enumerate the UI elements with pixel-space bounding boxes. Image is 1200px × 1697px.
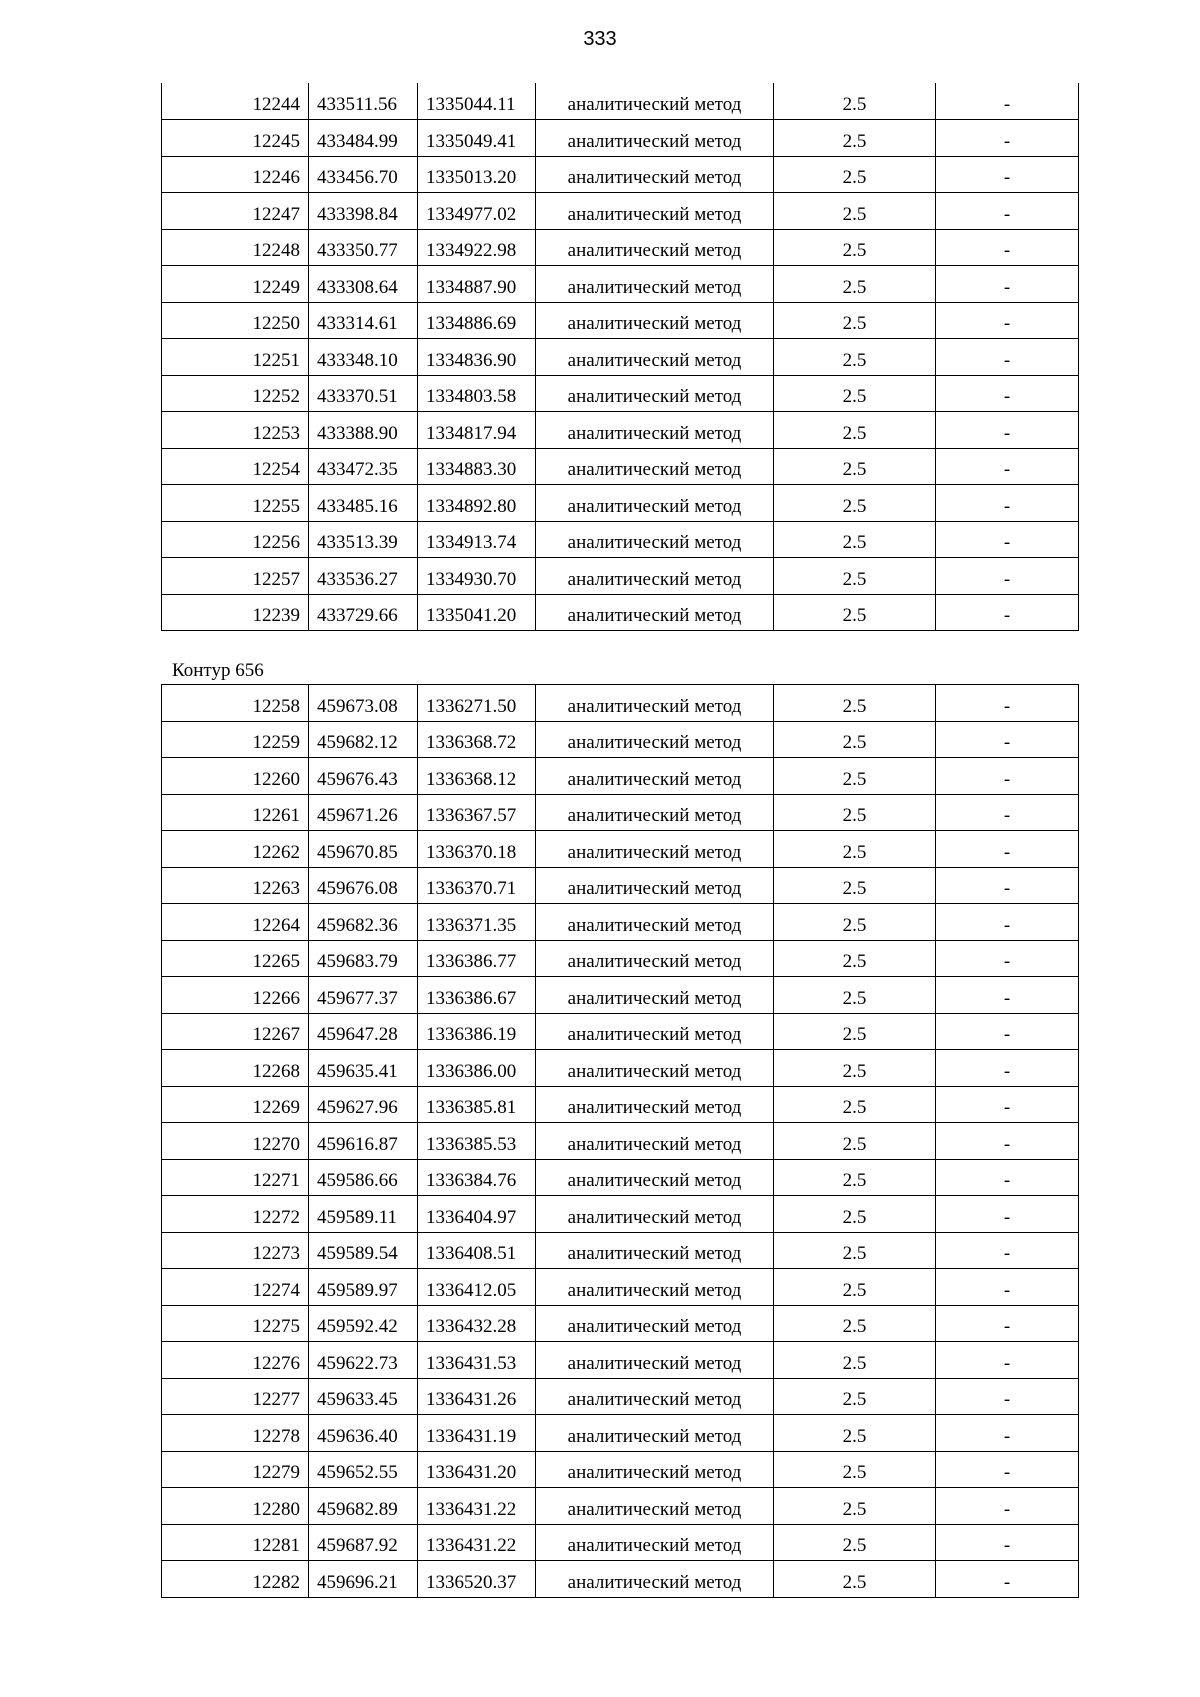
method-cell: аналитический метод bbox=[536, 867, 774, 904]
dash-cell: - bbox=[936, 1196, 1079, 1233]
method-cell: аналитический метод bbox=[536, 594, 774, 631]
y-coordinate-cell: 1336271.50 bbox=[418, 685, 536, 722]
x-coordinate-cell: 459586.66 bbox=[309, 1159, 418, 1196]
point-number-cell: 12254 bbox=[162, 448, 309, 485]
x-coordinate-cell: 459636.40 bbox=[309, 1415, 418, 1452]
point-number-cell: 12281 bbox=[162, 1524, 309, 1561]
coordinates-table-body bbox=[162, 83, 1079, 631]
table-row bbox=[162, 1232, 1079, 1269]
point-number-cell: 12258 bbox=[162, 685, 309, 722]
x-coordinate-cell: 459627.96 bbox=[309, 1086, 418, 1123]
method-cell: аналитический метод bbox=[536, 1451, 774, 1488]
x-coordinate-cell: 459589.54 bbox=[309, 1232, 418, 1269]
y-coordinate-cell: 1336386.77 bbox=[418, 940, 536, 977]
method-cell: аналитический метод bbox=[536, 558, 774, 595]
table-row bbox=[162, 1305, 1079, 1342]
table-row bbox=[162, 1561, 1079, 1598]
y-coordinate-cell: 1336385.53 bbox=[418, 1123, 536, 1160]
method-cell: аналитический метод bbox=[536, 193, 774, 230]
y-coordinate-cell: 1336384.76 bbox=[418, 1159, 536, 1196]
point-number-cell: 12271 bbox=[162, 1159, 309, 1196]
y-coordinate-cell: 1334887.90 bbox=[418, 266, 536, 303]
y-coordinate-cell: 1334886.69 bbox=[418, 302, 536, 339]
y-coordinate-cell: 1336386.67 bbox=[418, 977, 536, 1014]
table-row bbox=[162, 229, 1079, 266]
coordinates-table-body bbox=[162, 685, 1079, 1598]
table-row bbox=[162, 83, 1079, 120]
precision-cell: 2.5 bbox=[774, 266, 936, 303]
dash-cell: - bbox=[936, 721, 1079, 758]
precision-cell: 2.5 bbox=[774, 977, 936, 1014]
x-coordinate-cell: 459676.43 bbox=[309, 758, 418, 795]
dash-cell: - bbox=[936, 794, 1079, 831]
point-number-cell: 12270 bbox=[162, 1123, 309, 1160]
x-coordinate-cell: 433308.64 bbox=[309, 266, 418, 303]
table-row bbox=[162, 375, 1079, 412]
y-coordinate-cell: 1336404.97 bbox=[418, 1196, 536, 1233]
point-number-cell: 12244 bbox=[162, 83, 309, 120]
precision-cell: 2.5 bbox=[774, 758, 936, 795]
table-row bbox=[162, 266, 1079, 303]
precision-cell: 2.5 bbox=[774, 1196, 936, 1233]
method-cell: аналитический метод bbox=[536, 758, 774, 795]
dash-cell: - bbox=[936, 229, 1079, 266]
method-cell: аналитический метод bbox=[536, 83, 774, 120]
x-coordinate-cell: 459683.79 bbox=[309, 940, 418, 977]
method-cell: аналитический метод bbox=[536, 412, 774, 449]
method-cell: аналитический метод bbox=[536, 721, 774, 758]
precision-cell: 2.5 bbox=[774, 1232, 936, 1269]
precision-cell: 2.5 bbox=[774, 1415, 936, 1452]
x-coordinate-cell: 433729.66 bbox=[309, 594, 418, 631]
method-cell: аналитический метод bbox=[536, 1196, 774, 1233]
method-cell: аналитический метод bbox=[536, 831, 774, 868]
precision-cell: 2.5 bbox=[774, 1269, 936, 1306]
dash-cell: - bbox=[936, 867, 1079, 904]
x-coordinate-cell: 433536.27 bbox=[309, 558, 418, 595]
precision-cell: 2.5 bbox=[774, 193, 936, 230]
dash-cell: - bbox=[936, 1050, 1079, 1087]
method-cell: аналитический метод bbox=[536, 1123, 774, 1160]
y-coordinate-cell: 1336431.26 bbox=[418, 1378, 536, 1415]
method-cell: аналитический метод bbox=[536, 1086, 774, 1123]
dash-cell: - bbox=[936, 412, 1079, 449]
y-coordinate-cell: 1336386.00 bbox=[418, 1050, 536, 1087]
x-coordinate-cell: 459696.21 bbox=[309, 1561, 418, 1598]
method-cell: аналитический метод bbox=[536, 521, 774, 558]
x-coordinate-cell: 459676.08 bbox=[309, 867, 418, 904]
point-number-cell: 12239 bbox=[162, 594, 309, 631]
method-cell: аналитический метод bbox=[536, 120, 774, 157]
method-cell: аналитический метод bbox=[536, 302, 774, 339]
y-coordinate-cell: 1334930.70 bbox=[418, 558, 536, 595]
dash-cell: - bbox=[936, 1232, 1079, 1269]
table-row bbox=[162, 412, 1079, 449]
x-coordinate-cell: 459687.92 bbox=[309, 1524, 418, 1561]
precision-cell: 2.5 bbox=[774, 1524, 936, 1561]
point-number-cell: 12280 bbox=[162, 1488, 309, 1525]
table-row bbox=[162, 977, 1079, 1014]
point-number-cell: 12248 bbox=[162, 229, 309, 266]
dash-cell: - bbox=[936, 1488, 1079, 1525]
coordinates-table-continued bbox=[161, 83, 1079, 631]
x-coordinate-cell: 433388.90 bbox=[309, 412, 418, 449]
method-cell: аналитический метод bbox=[536, 1415, 774, 1452]
y-coordinate-cell: 1336368.12 bbox=[418, 758, 536, 795]
x-coordinate-cell: 433456.70 bbox=[309, 156, 418, 193]
method-cell: аналитический метод bbox=[536, 1378, 774, 1415]
table-row bbox=[162, 1524, 1079, 1561]
dash-cell: - bbox=[936, 1123, 1079, 1160]
y-coordinate-cell: 1336367.57 bbox=[418, 794, 536, 831]
table-row bbox=[162, 1086, 1079, 1123]
precision-cell: 2.5 bbox=[774, 485, 936, 522]
point-number-cell: 12249 bbox=[162, 266, 309, 303]
precision-cell: 2.5 bbox=[774, 867, 936, 904]
x-coordinate-cell: 459647.28 bbox=[309, 1013, 418, 1050]
x-coordinate-cell: 459635.41 bbox=[309, 1050, 418, 1087]
y-coordinate-cell: 1336431.53 bbox=[418, 1342, 536, 1379]
method-cell: аналитический метод bbox=[536, 940, 774, 977]
y-coordinate-cell: 1336385.81 bbox=[418, 1086, 536, 1123]
x-coordinate-cell: 433511.56 bbox=[309, 83, 418, 120]
method-cell: аналитический метод bbox=[536, 156, 774, 193]
y-coordinate-cell: 1336368.72 bbox=[418, 721, 536, 758]
table-row bbox=[162, 1013, 1079, 1050]
precision-cell: 2.5 bbox=[774, 558, 936, 595]
x-coordinate-cell: 459652.55 bbox=[309, 1451, 418, 1488]
table-row bbox=[162, 1415, 1079, 1452]
y-coordinate-cell: 1336520.37 bbox=[418, 1561, 536, 1598]
point-number-cell: 12274 bbox=[162, 1269, 309, 1306]
dash-cell: - bbox=[936, 1415, 1079, 1452]
x-coordinate-cell: 459682.12 bbox=[309, 721, 418, 758]
point-number-cell: 12256 bbox=[162, 521, 309, 558]
method-cell: аналитический метод bbox=[536, 448, 774, 485]
dash-cell: - bbox=[936, 594, 1079, 631]
precision-cell: 2.5 bbox=[774, 1305, 936, 1342]
point-number-cell: 12276 bbox=[162, 1342, 309, 1379]
point-number-cell: 12266 bbox=[162, 977, 309, 1014]
table-row bbox=[162, 831, 1079, 868]
point-number-cell: 12273 bbox=[162, 1232, 309, 1269]
table-row bbox=[162, 448, 1079, 485]
method-cell: аналитический метод bbox=[536, 229, 774, 266]
method-cell: аналитический метод bbox=[536, 1524, 774, 1561]
table-row bbox=[162, 1342, 1079, 1379]
y-coordinate-cell: 1334817.94 bbox=[418, 412, 536, 449]
dash-cell: - bbox=[936, 193, 1079, 230]
point-number-cell: 12263 bbox=[162, 867, 309, 904]
point-number-cell: 12255 bbox=[162, 485, 309, 522]
method-cell: аналитический метод bbox=[536, 977, 774, 1014]
table-row bbox=[162, 1050, 1079, 1087]
point-number-cell: 12250 bbox=[162, 302, 309, 339]
table-row bbox=[162, 120, 1079, 157]
dash-cell: - bbox=[936, 339, 1079, 376]
x-coordinate-cell: 459682.36 bbox=[309, 904, 418, 941]
point-number-cell: 12269 bbox=[162, 1086, 309, 1123]
table-row bbox=[162, 594, 1079, 631]
y-coordinate-cell: 1334922.98 bbox=[418, 229, 536, 266]
method-cell: аналитический метод bbox=[536, 904, 774, 941]
precision-cell: 2.5 bbox=[774, 339, 936, 376]
y-coordinate-cell: 1335041.20 bbox=[418, 594, 536, 631]
y-coordinate-cell: 1336370.18 bbox=[418, 831, 536, 868]
y-coordinate-cell: 1334836.90 bbox=[418, 339, 536, 376]
dash-cell: - bbox=[936, 1451, 1079, 1488]
table-row bbox=[162, 867, 1079, 904]
x-coordinate-cell: 459673.08 bbox=[309, 685, 418, 722]
point-number-cell: 12251 bbox=[162, 339, 309, 376]
point-number-cell: 12247 bbox=[162, 193, 309, 230]
table-row bbox=[162, 485, 1079, 522]
method-cell: аналитический метод bbox=[536, 1488, 774, 1525]
method-cell: аналитический метод bbox=[536, 1050, 774, 1087]
y-coordinate-cell: 1334977.02 bbox=[418, 193, 536, 230]
point-number-cell: 12259 bbox=[162, 721, 309, 758]
y-coordinate-cell: 1334883.30 bbox=[418, 448, 536, 485]
dash-cell: - bbox=[936, 302, 1079, 339]
dash-cell: - bbox=[936, 940, 1079, 977]
y-coordinate-cell: 1334892.80 bbox=[418, 485, 536, 522]
precision-cell: 2.5 bbox=[774, 685, 936, 722]
y-coordinate-cell: 1335049.41 bbox=[418, 120, 536, 157]
x-coordinate-cell: 459670.85 bbox=[309, 831, 418, 868]
precision-cell: 2.5 bbox=[774, 448, 936, 485]
dash-cell: - bbox=[936, 375, 1079, 412]
table-row bbox=[162, 156, 1079, 193]
precision-cell: 2.5 bbox=[774, 904, 936, 941]
x-coordinate-cell: 433513.39 bbox=[309, 521, 418, 558]
method-cell: аналитический метод bbox=[536, 794, 774, 831]
point-number-cell: 12278 bbox=[162, 1415, 309, 1452]
dash-cell: - bbox=[936, 1561, 1079, 1598]
dash-cell: - bbox=[936, 448, 1079, 485]
dash-cell: - bbox=[936, 831, 1079, 868]
table-row bbox=[162, 904, 1079, 941]
x-coordinate-cell: 459616.87 bbox=[309, 1123, 418, 1160]
point-number-cell: 12277 bbox=[162, 1378, 309, 1415]
precision-cell: 2.5 bbox=[774, 1159, 936, 1196]
table-row bbox=[162, 794, 1079, 831]
method-cell: аналитический метод bbox=[536, 1013, 774, 1050]
point-number-cell: 12265 bbox=[162, 940, 309, 977]
y-coordinate-cell: 1335013.20 bbox=[418, 156, 536, 193]
dash-cell: - bbox=[936, 485, 1079, 522]
method-cell: аналитический метод bbox=[536, 1305, 774, 1342]
table-row bbox=[162, 193, 1079, 230]
dash-cell: - bbox=[936, 977, 1079, 1014]
x-coordinate-cell: 459677.37 bbox=[309, 977, 418, 1014]
x-coordinate-cell: 433350.77 bbox=[309, 229, 418, 266]
x-coordinate-cell: 459592.42 bbox=[309, 1305, 418, 1342]
y-coordinate-cell: 1334803.58 bbox=[418, 375, 536, 412]
dash-cell: - bbox=[936, 521, 1079, 558]
method-cell: аналитический метод bbox=[536, 375, 774, 412]
table-row bbox=[162, 1123, 1079, 1160]
table-row bbox=[162, 521, 1079, 558]
point-number-cell: 12264 bbox=[162, 904, 309, 941]
dash-cell: - bbox=[936, 1342, 1079, 1379]
contour-label: Контур 656 bbox=[172, 660, 264, 681]
precision-cell: 2.5 bbox=[774, 594, 936, 631]
precision-cell: 2.5 bbox=[774, 1342, 936, 1379]
precision-cell: 2.5 bbox=[774, 302, 936, 339]
dash-cell: - bbox=[936, 120, 1079, 157]
y-coordinate-cell: 1336431.22 bbox=[418, 1524, 536, 1561]
table-row bbox=[162, 1378, 1079, 1415]
method-cell: аналитический метод bbox=[536, 266, 774, 303]
precision-cell: 2.5 bbox=[774, 1123, 936, 1160]
table-row bbox=[162, 721, 1079, 758]
x-coordinate-cell: 459589.11 bbox=[309, 1196, 418, 1233]
x-coordinate-cell: 433485.16 bbox=[309, 485, 418, 522]
dash-cell: - bbox=[936, 558, 1079, 595]
x-coordinate-cell: 433348.10 bbox=[309, 339, 418, 376]
point-number-cell: 12260 bbox=[162, 758, 309, 795]
x-coordinate-cell: 433398.84 bbox=[309, 193, 418, 230]
table-row bbox=[162, 302, 1079, 339]
precision-cell: 2.5 bbox=[774, 831, 936, 868]
precision-cell: 2.5 bbox=[774, 1050, 936, 1087]
y-coordinate-cell: 1336412.05 bbox=[418, 1269, 536, 1306]
x-coordinate-cell: 459589.97 bbox=[309, 1269, 418, 1306]
precision-cell: 2.5 bbox=[774, 940, 936, 977]
precision-cell: 2.5 bbox=[774, 229, 936, 266]
point-number-cell: 12267 bbox=[162, 1013, 309, 1050]
table-row bbox=[162, 558, 1079, 595]
precision-cell: 2.5 bbox=[774, 794, 936, 831]
method-cell: аналитический метод bbox=[536, 1342, 774, 1379]
precision-cell: 2.5 bbox=[774, 412, 936, 449]
method-cell: аналитический метод bbox=[536, 485, 774, 522]
precision-cell: 2.5 bbox=[774, 1451, 936, 1488]
table-row bbox=[162, 339, 1079, 376]
precision-cell: 2.5 bbox=[774, 1561, 936, 1598]
point-number-cell: 12272 bbox=[162, 1196, 309, 1233]
y-coordinate-cell: 1336431.19 bbox=[418, 1415, 536, 1452]
precision-cell: 2.5 bbox=[774, 1013, 936, 1050]
point-number-cell: 12253 bbox=[162, 412, 309, 449]
x-coordinate-cell: 459622.73 bbox=[309, 1342, 418, 1379]
y-coordinate-cell: 1336386.19 bbox=[418, 1013, 536, 1050]
y-coordinate-cell: 1336432.28 bbox=[418, 1305, 536, 1342]
method-cell: аналитический метод bbox=[536, 685, 774, 722]
precision-cell: 2.5 bbox=[774, 156, 936, 193]
dash-cell: - bbox=[936, 1305, 1079, 1342]
point-number-cell: 12268 bbox=[162, 1050, 309, 1087]
table-row bbox=[162, 1488, 1079, 1525]
point-number-cell: 12262 bbox=[162, 831, 309, 868]
dash-cell: - bbox=[936, 1086, 1079, 1123]
y-coordinate-cell: 1334913.74 bbox=[418, 521, 536, 558]
dash-cell: - bbox=[936, 1159, 1079, 1196]
precision-cell: 2.5 bbox=[774, 83, 936, 120]
y-coordinate-cell: 1336408.51 bbox=[418, 1232, 536, 1269]
x-coordinate-cell: 459682.89 bbox=[309, 1488, 418, 1525]
x-coordinate-cell: 459633.45 bbox=[309, 1378, 418, 1415]
table-row bbox=[162, 940, 1079, 977]
dash-cell: - bbox=[936, 1378, 1079, 1415]
precision-cell: 2.5 bbox=[774, 120, 936, 157]
method-cell: аналитический метод bbox=[536, 1232, 774, 1269]
dash-cell: - bbox=[936, 1269, 1079, 1306]
precision-cell: 2.5 bbox=[774, 1086, 936, 1123]
x-coordinate-cell: 459671.26 bbox=[309, 794, 418, 831]
point-number-cell: 12246 bbox=[162, 156, 309, 193]
dash-cell: - bbox=[936, 1524, 1079, 1561]
x-coordinate-cell: 433484.99 bbox=[309, 120, 418, 157]
table-row bbox=[162, 685, 1079, 722]
dash-cell: - bbox=[936, 758, 1079, 795]
dash-cell: - bbox=[936, 156, 1079, 193]
table-row bbox=[162, 1159, 1079, 1196]
y-coordinate-cell: 1335044.11 bbox=[418, 83, 536, 120]
table-row bbox=[162, 1196, 1079, 1233]
x-coordinate-cell: 433370.51 bbox=[309, 375, 418, 412]
dash-cell: - bbox=[936, 685, 1079, 722]
method-cell: аналитический метод bbox=[536, 1269, 774, 1306]
page-number: 333 bbox=[583, 28, 617, 50]
y-coordinate-cell: 1336370.71 bbox=[418, 867, 536, 904]
precision-cell: 2.5 bbox=[774, 1488, 936, 1525]
coordinates-table-contour bbox=[161, 684, 1079, 1598]
point-number-cell: 12245 bbox=[162, 120, 309, 157]
table-row bbox=[162, 1451, 1079, 1488]
precision-cell: 2.5 bbox=[774, 721, 936, 758]
point-number-cell: 12282 bbox=[162, 1561, 309, 1598]
precision-cell: 2.5 bbox=[774, 375, 936, 412]
method-cell: аналитический метод bbox=[536, 1159, 774, 1196]
dash-cell: - bbox=[936, 904, 1079, 941]
method-cell: аналитический метод bbox=[536, 339, 774, 376]
table-row bbox=[162, 1269, 1079, 1306]
y-coordinate-cell: 1336431.20 bbox=[418, 1451, 536, 1488]
method-cell: аналитический метод bbox=[536, 1561, 774, 1598]
point-number-cell: 12275 bbox=[162, 1305, 309, 1342]
dash-cell: - bbox=[936, 1013, 1079, 1050]
x-coordinate-cell: 433314.61 bbox=[309, 302, 418, 339]
table-row bbox=[162, 758, 1079, 795]
y-coordinate-cell: 1336431.22 bbox=[418, 1488, 536, 1525]
precision-cell: 2.5 bbox=[774, 1378, 936, 1415]
y-coordinate-cell: 1336371.35 bbox=[418, 904, 536, 941]
dash-cell: - bbox=[936, 266, 1079, 303]
x-coordinate-cell: 433472.35 bbox=[309, 448, 418, 485]
precision-cell: 2.5 bbox=[774, 521, 936, 558]
point-number-cell: 12261 bbox=[162, 794, 309, 831]
point-number-cell: 12252 bbox=[162, 375, 309, 412]
dash-cell: - bbox=[936, 83, 1079, 120]
point-number-cell: 12279 bbox=[162, 1451, 309, 1488]
point-number-cell: 12257 bbox=[162, 558, 309, 595]
